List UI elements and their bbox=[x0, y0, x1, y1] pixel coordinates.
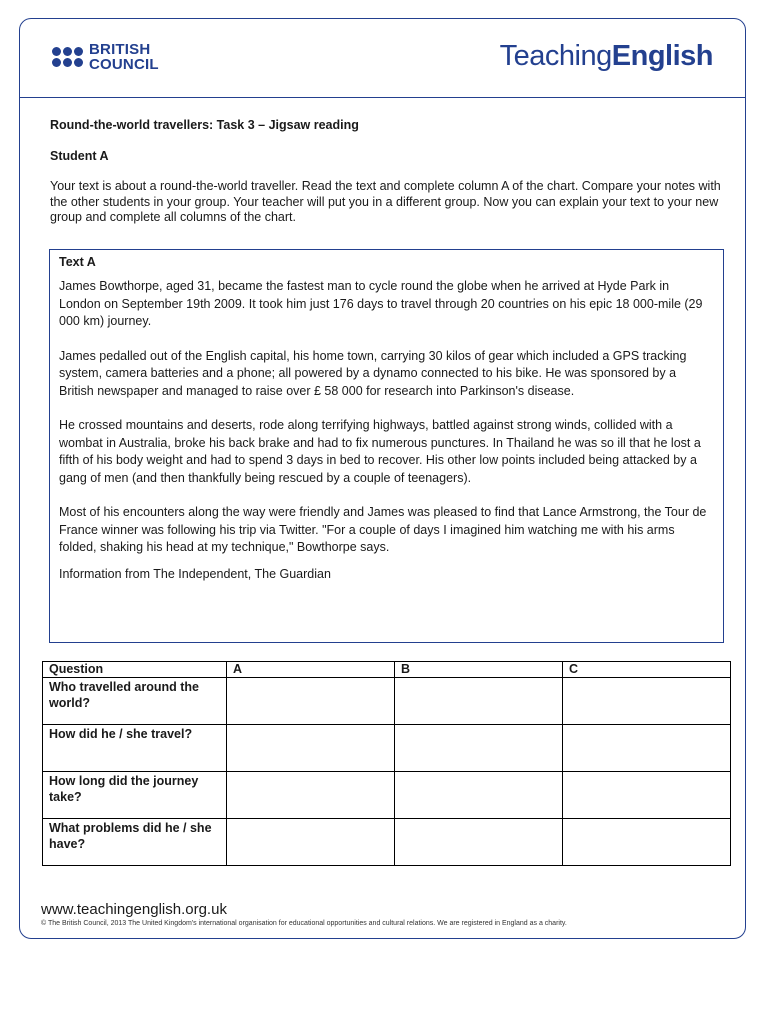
question-cell: How long did the journey take? bbox=[43, 772, 227, 819]
answer-cell-a[interactable] bbox=[227, 725, 395, 772]
answer-cell-b[interactable] bbox=[395, 725, 563, 772]
page-title: Round-the-world travellers: Task 3 – Jigsaw reading bbox=[50, 118, 359, 132]
answer-cell-c[interactable] bbox=[563, 772, 731, 819]
header-divider bbox=[20, 97, 745, 98]
chart-header-c: C bbox=[563, 662, 731, 678]
logo-line-2: COUNCIL bbox=[89, 56, 159, 73]
logo-te-bold: English bbox=[611, 40, 713, 72]
text-a-box bbox=[49, 249, 724, 643]
instructions: Your text is about a round-the-world traveller. Read the text and complete column A of the chart. Compare your notes with the other students in your group. Your teacher will put you in a different group. Now you can explain your text to your new group and complete all columns of the chart. bbox=[50, 179, 721, 224]
footer-copyright: © The British Council, 2013 The United Kingdom's international organisation for educational opportunities and cultural relations. We are registered in England as a charity. bbox=[41, 920, 567, 927]
british-council-logo bbox=[52, 42, 159, 72]
british-council-dots-icon bbox=[52, 47, 83, 67]
table-row bbox=[43, 772, 731, 819]
chart-header-question: Question bbox=[43, 662, 227, 678]
chart-header-b: B bbox=[395, 662, 563, 678]
table-row bbox=[43, 819, 731, 866]
chart-header-row bbox=[43, 662, 731, 678]
answer-cell-a[interactable] bbox=[227, 772, 395, 819]
answer-cell-b[interactable] bbox=[395, 772, 563, 819]
answer-cell-b[interactable] bbox=[395, 678, 563, 725]
answer-cell-c[interactable] bbox=[563, 725, 731, 772]
answer-cell-c[interactable] bbox=[563, 678, 731, 725]
answer-cell-b[interactable] bbox=[395, 819, 563, 866]
question-cell: Who travelled around the world? bbox=[43, 678, 227, 725]
footer-url[interactable]: www.teachingenglish.org.uk bbox=[41, 901, 227, 918]
text-source: Information from The Independent, The Guardian bbox=[59, 566, 331, 581]
text-paragraph: James pedalled out of the English capital, his home town, carrying 30 kilos of gear which included a GPS tracking system, camera batteries and a phone; all powered by a dynamo connected to his bike. He was sponsored by a British newspaper and managed to raise over £ 58 000 for research into Parkinson's disease. bbox=[59, 348, 687, 398]
logo-line-1: BRITISH bbox=[89, 41, 151, 58]
student-label: Student A bbox=[50, 149, 109, 163]
answer-cell-c[interactable] bbox=[563, 819, 731, 866]
answer-cell-a[interactable] bbox=[227, 819, 395, 866]
notes-chart bbox=[42, 661, 731, 866]
text-paragraph: He crossed mountains and deserts, rode along terrifying highways, battled against strong winds, collided with a wombat in Australia, broke his back brake and had to fix numerous punctures. In Thailand he was so ill that he lost a fifth of his body weight and had to spend 3 days in bed to recover. His other low points included being attacked by a gang of men (and then thankfully being rescued by a couple of teenagers). bbox=[59, 418, 701, 485]
text-paragraph: James Bowthorpe, aged 31, became the fastest man to cycle round the globe when he arrived at Hyde Park in London on September 19th 2009. It took him just 176 days to travel through 20 countries on his epic 18 000-mile (29 000 km) journey. bbox=[59, 279, 703, 328]
logo-te-light: Teaching bbox=[499, 40, 612, 72]
teaching-english-logo bbox=[500, 40, 713, 73]
text-paragraph: Most of his encounters along the way were friendly and James was pleased to find that Lance Armstrong, the Tour de France winner was following his trip via Twitter. "For a couple of days I imagined him watching me with his arms folded, shaking his head at my technique," Bowthorpe says. bbox=[59, 505, 707, 554]
table-row bbox=[43, 678, 731, 725]
chart-header-a: A bbox=[227, 662, 395, 678]
question-cell: How did he / she travel? bbox=[43, 725, 227, 772]
table-row bbox=[43, 725, 731, 772]
text-box-heading: Text A bbox=[59, 255, 96, 269]
answer-cell-a[interactable] bbox=[227, 678, 395, 725]
question-cell: What problems did he / she have? bbox=[43, 819, 227, 866]
